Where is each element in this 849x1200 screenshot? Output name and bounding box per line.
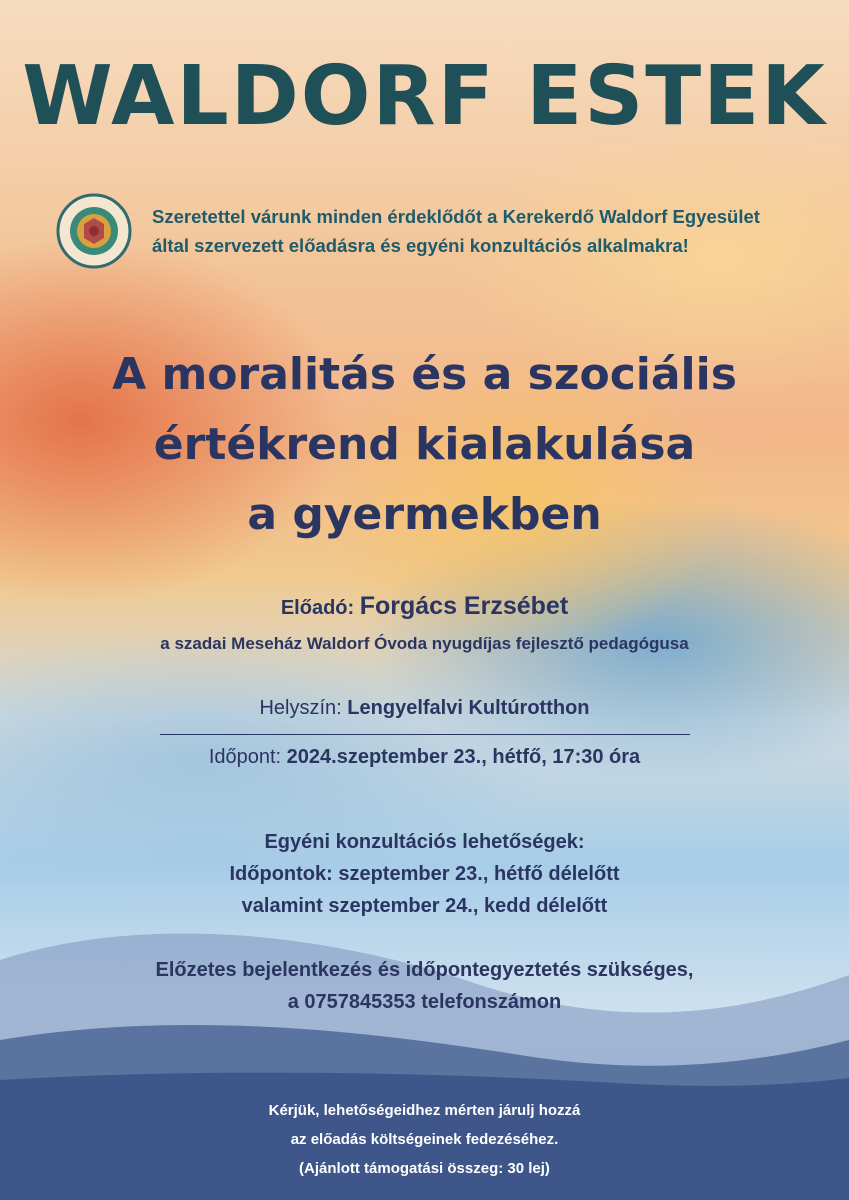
support-note <box>0 1096 849 1183</box>
support-line-3: (Ajánlott támogatási összeg: 30 lej) <box>299 1160 550 1177</box>
intro-text <box>152 202 822 260</box>
support-line-1: Kérjük, lehetőségeidhez mérten járulj hozzá <box>268 1102 581 1119</box>
event-time <box>0 746 849 769</box>
lecture-title <box>0 340 849 550</box>
consultation-line-2: Időpontok: szeptember 23., hétfő délelőtt <box>229 863 620 885</box>
speaker <box>0 592 849 621</box>
poster-title: WALDORF ESTEK <box>22 49 827 144</box>
venue <box>0 697 849 720</box>
divider <box>160 734 690 735</box>
consultation-line-1: Egyéni konzultációs lehetőségek: <box>264 831 585 853</box>
lecture-title-line-3: a gyermekben <box>247 489 602 540</box>
registration-info <box>0 954 849 1018</box>
venue-value: Lengyelfalvi Kultúrotthon <box>347 697 590 719</box>
speaker-name: Forgács Erzsébet <box>359 592 569 620</box>
consultation-info <box>0 826 849 922</box>
kerekerdo-logo-icon <box>56 193 132 269</box>
speaker-description: a szadai Meseház Waldorf Óvoda nyugdíjas fejlesztő pedagógusa <box>160 634 689 653</box>
intro-line-1: Szeretettel várunk minden érdeklődőt a Kerekerdő Waldorf Egyesület <box>152 206 760 227</box>
lecture-title-line-1: A moralitás és a szociális <box>112 349 737 400</box>
venue-label: Helyszín: <box>259 697 342 719</box>
intro-line-2: által szervezett előadásra és egyéni konzultációs alkalmakra! <box>152 235 689 256</box>
time-value: 2024.szeptember 23., hétfő, 17:30 óra <box>286 746 641 768</box>
speaker-label: Előadó: <box>280 597 355 619</box>
support-line-2: az előadás költségeinek fedezéséhez. <box>290 1131 559 1148</box>
lecture-title-line-2: értékrend kialakulása <box>153 419 696 470</box>
consultation-line-3: valamint szeptember 24., kedd délelőtt <box>241 895 608 917</box>
registration-line-2: a 0757845353 telefonszámon <box>287 991 562 1013</box>
registration-line-1: Előzetes bejelentkezés és időpontegyeztetés szükséges, <box>155 959 694 981</box>
time-label: Időpont: <box>208 746 282 768</box>
